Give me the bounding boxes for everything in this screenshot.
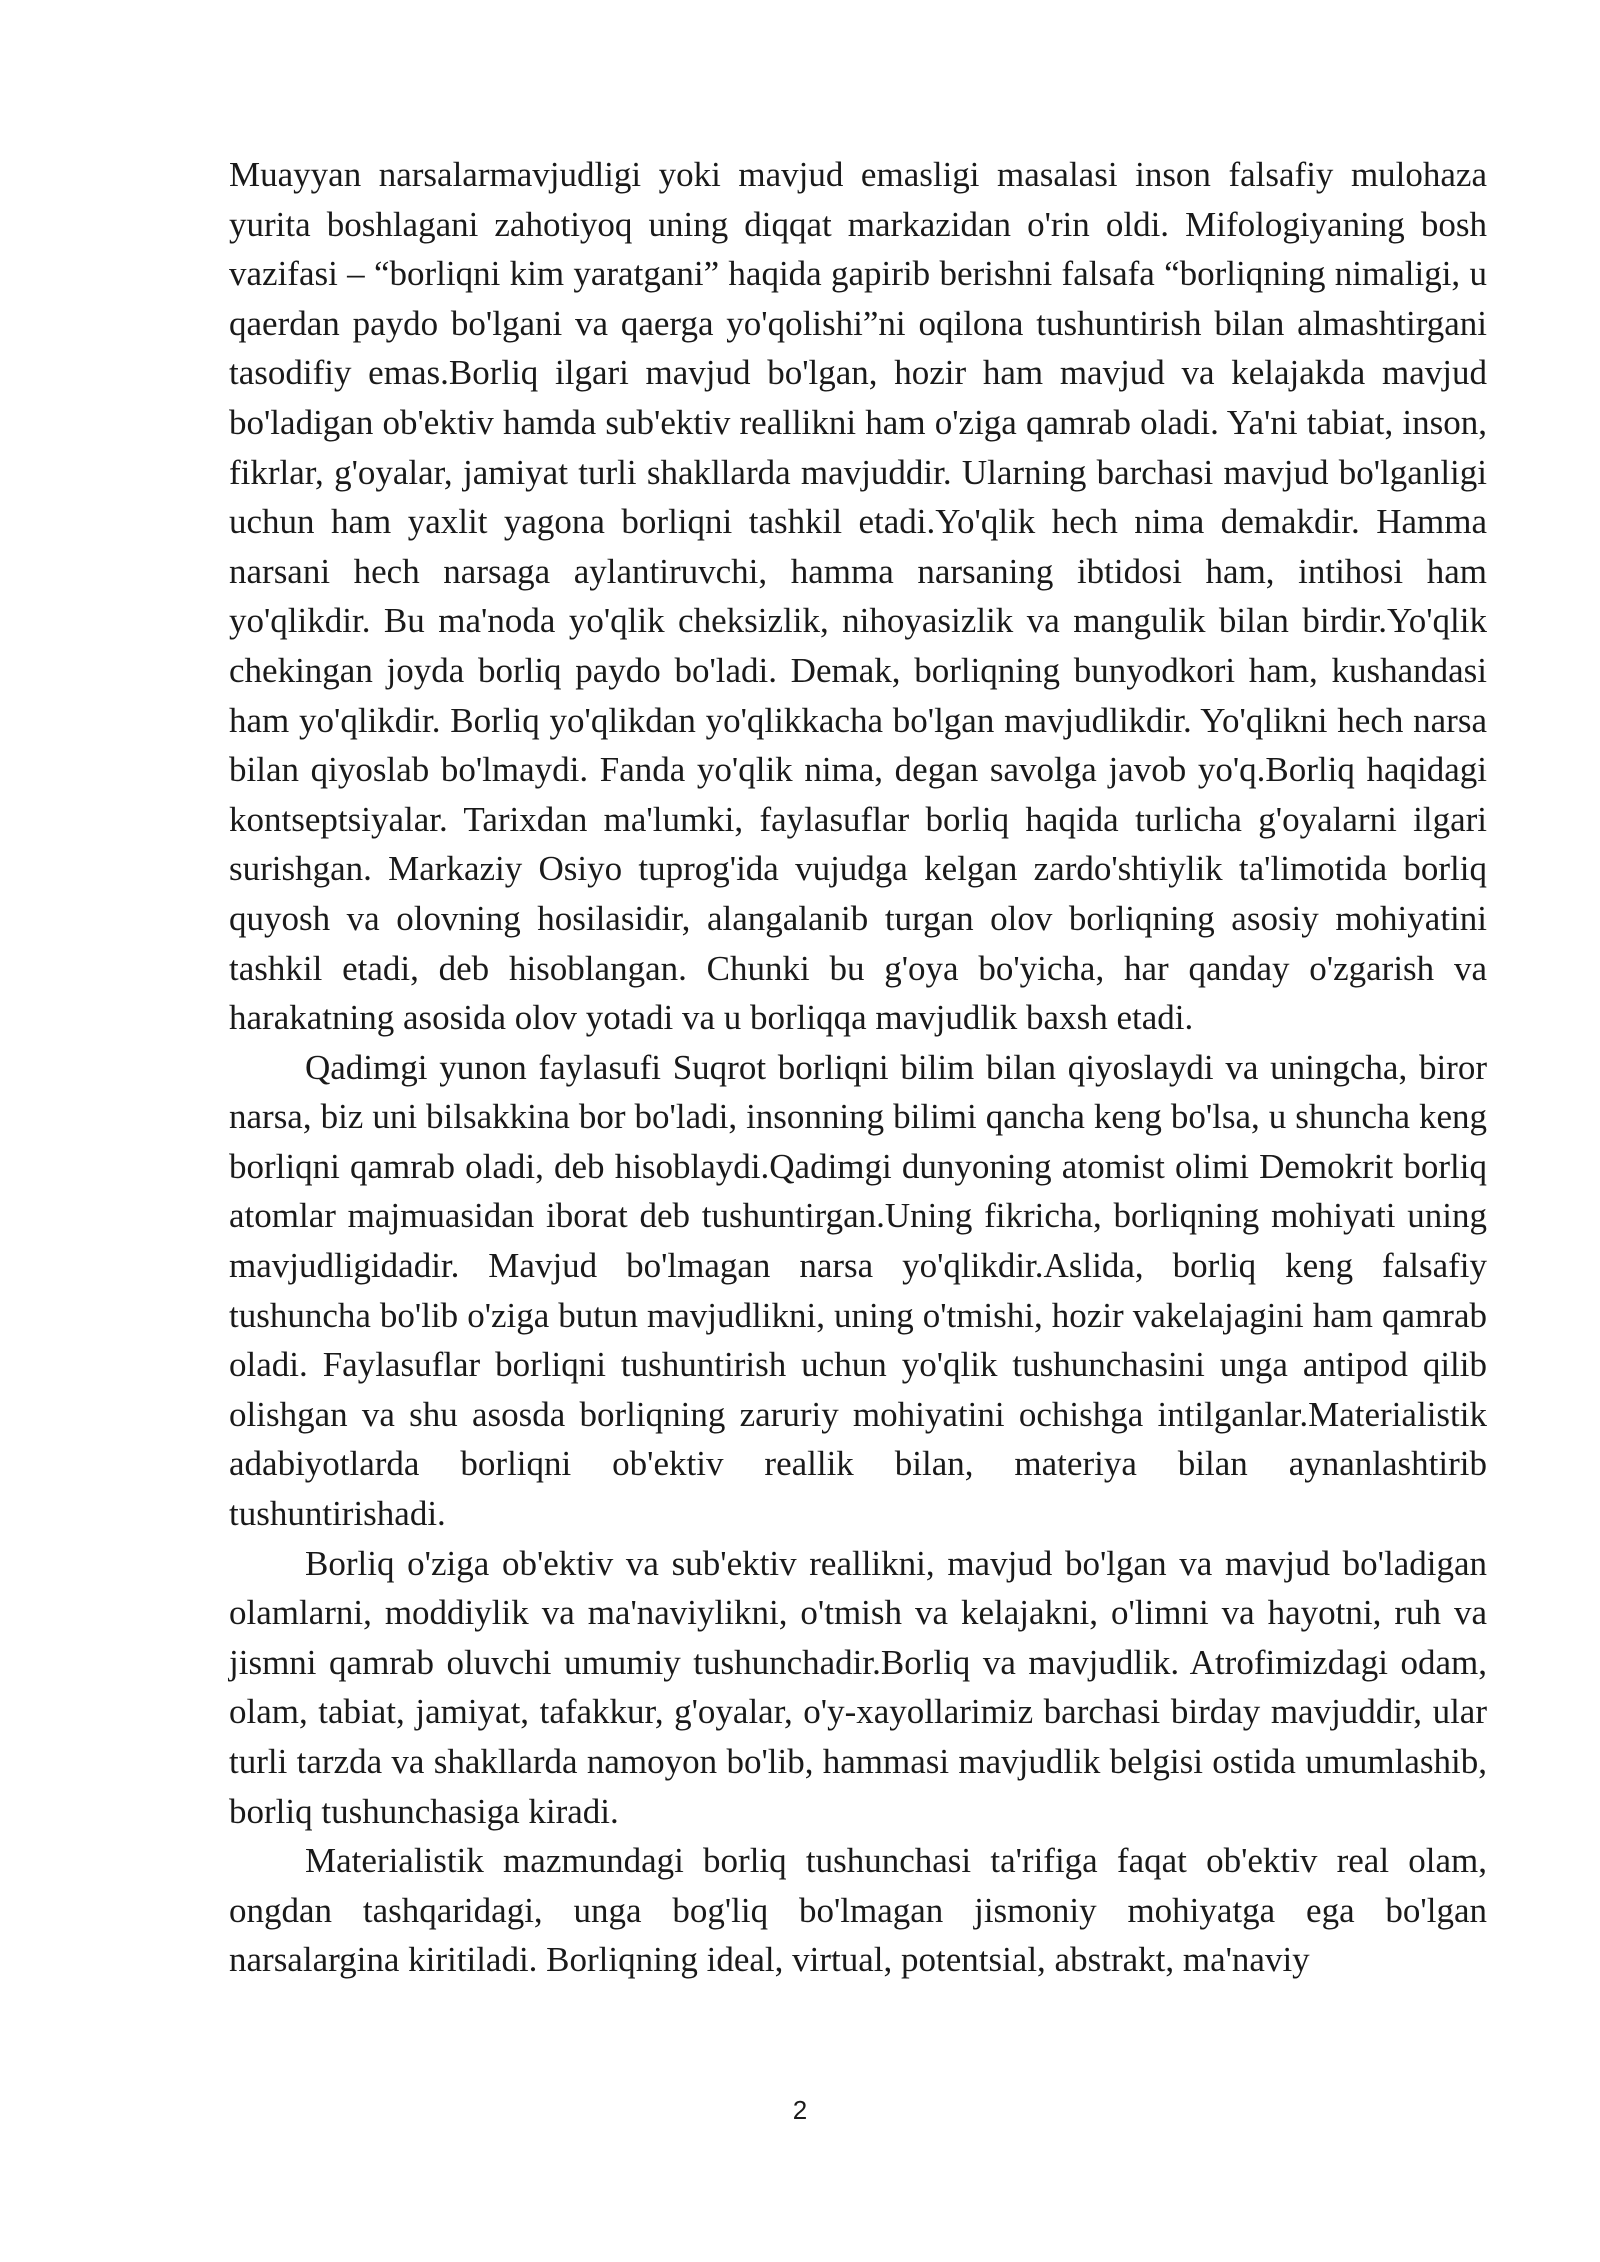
page-number: 2 [792, 2095, 808, 2125]
paragraph-3: Borliq o'ziga ob'ektiv va sub'ektiv reallikni, mavjud bo'lgan va mavjud bo'ladigan olamlarni, moddiylik va ma'naviylikni, o'tmish va kelajakni, o'limni va hayotni, ruh va jismni qamrab oluvchi umumiy tushunchadir.Borliq va mavjudlik. Atrofimizdagi odam, olam, tabiat, jamiyat, tafakkur, g'oyalar, o'y-xayollarimiz barchasi birday mavjuddir, ular turli tarzda va shakllarda namoyon bo'lib, hammasi mavjudlik belgisi ostida umumlashib, borliq tushunchasiga kiradi. [229, 1543, 1487, 1831]
paragraph-1: Muayyan narsalarmavjudligi yoki mavjud emasligi masalasi inson falsafiy mulohaza yurita boshlagani zahotiyoq uning diqqat markazidan o'rin oldi. Mifologiyaning bosh vazifasi – “borliqni kim yaratgani” haqida gapirib berishni falsafa “borliqning nimaligi, u qaerdan paydo bo'lgani va qaerga yo'qolishi”ni oqilona tushuntirish bilan almashtirgani tasodifiy emas.Borliq ilgari mavjud bo'lgan, hozir ham mavjud va kelajakda mavjud bo'ladigan ob'ektiv hamda sub'ektiv reallikni ham o'ziga qamrab oladi. Ya'ni tabiat, inson, fikrlar, g'oyalar, jamiyat turli shakllarda mavjuddir. Ularning barchasi mavjud bo'lganligi uchun ham yaxlit yagona borliqni tashkil etadi.Yo'qlik hech nima demakdir. Hamma narsani hech narsaga aylantiruvchi, hamma narsaning ibtidosi ham, intihosi ham yo'qlikdir. Bu ma'noda yo'qlik cheksizlik, nihoyasizlik va mangulik bilan birdir.Yo'qlik chekingan joyda borliq paydo bo'ladi. Demak, borliqning bunyodkori ham, kushandasi ham yo'qlikdir. Borliq yo'qlikdan yo'qlikkacha bo'lgan mavjudlikdir. Yo'qlikni hech narsa bilan qiyoslab bo'lmaydi. Fanda yo'qlik nima, degan savolga javob yo'q.Borliq haqidagi kontseptsiyalar. Tarixdan ma'lumki, faylasuflar borliq haqida turlicha g'oyalarni ilgari surishgan. Markaziy Osiyo tuprog'ida vujudga kelgan zardo'shtiylik ta'limotida borliq quyosh va olovning hosilasidir, alangalanib turgan olov borliqning asosiy mohiyatini tashkil etadi, deb hisoblangan. Chunki bu g'oya bo'yicha, har qanday o'zgarish va harakatning asosida olov yotadi va u borliqqa mavjudlik baxsh etadi. [229, 155, 1487, 1038]
body-text [229, 150, 1487, 1985]
paragraph-4: Materialistik mazmundagi borliq tushunchasi ta'rifiga faqat ob'ektiv real olam, ongdan tashqaridagi, unga bog'liq bo'lmagan jismoniy mohiyatga ega bo'lgan narsalargina kiritiladi. Borliqning ideal, virtual, potentsial, abstrakt, ma'naviy [229, 1841, 1487, 1980]
paragraph-2: Qadimgi yunon faylasufi Suqrot borliqni bilim bilan qiyoslaydi va uningcha, biror narsa, biz uni bilsakkina bor bo'ladi, insonning bilimi qancha keng bo'lsa, u shuncha keng borliqni qamrab oladi, deb hisoblaydi.Qadimgi dunyoning atomist olimi Demokrit borliq atomlar majmuasidan iborat deb tushuntirgan.Uning fikricha, borliqning mohiyati uning mavjudligidadir. Mavjud bo'lmagan narsa yo'qlikdir.Aslida, borliq keng falsafiy tushuncha bo'lib o'ziga butun mavjudlikni, uning o'tmishi, hozir vakelajagini ham qamrab oladi. Faylasuflar borliqni tushuntirish uchun yo'qlik tushunchasini unga antipod qilib olishgan va shu asosda borliqning zaruriy mohiyatini ochishga intilganlar.Materialistik adabiyotlarda borliqni ob'ektiv reallik bilan, materiya bilan aynanlashtirib tushuntirishadi. [229, 1047, 1487, 1534]
